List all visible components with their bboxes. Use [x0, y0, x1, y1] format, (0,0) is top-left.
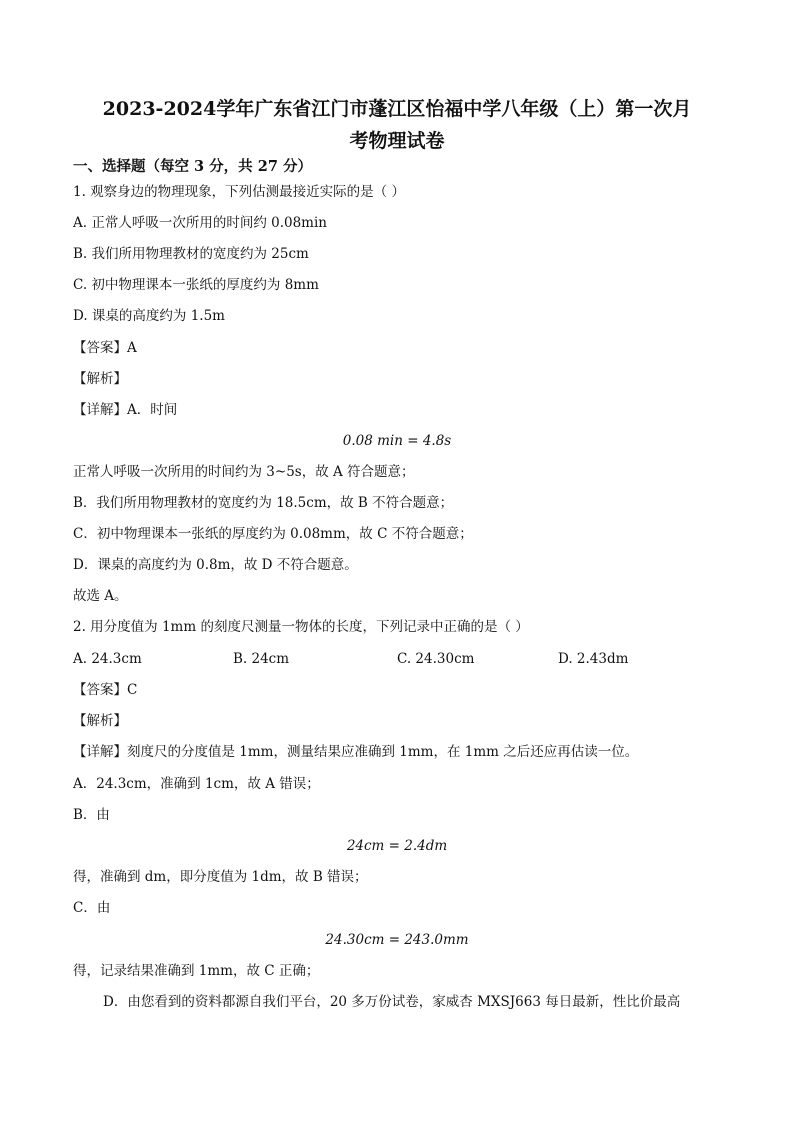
q1-explain-line1: 正常人呼吸一次所用的时间约为 3~5s，故 A 符合题意； [73, 464, 415, 480]
q2-explain-b-result: 得，准确到 dm，即分度值为 1dm，故 B 错误； [73, 869, 368, 885]
q2-option-d: D. 2.43dm [558, 651, 629, 667]
q1-conclusion: 故选 A。 [73, 588, 128, 604]
q1-option-a: A. 正常人呼吸一次所用的时间约 0.08min [73, 215, 327, 231]
q1-formula: 0.08 min = 4.8s [342, 433, 452, 449]
q1-answer: 【答案】A [73, 340, 137, 356]
q2-explain-d: D．由您看到的资料都源自我们平台，20 多万份试卷，家威杏 MXSJ663 每日最新，性比价最高 [103, 994, 681, 1010]
section-heading: 一、选择题（每空 3 分，共 27 分） [73, 158, 312, 175]
q2-option-a: A. 24.3cm [73, 651, 142, 667]
q2-explain-c: C．由 [73, 900, 111, 916]
q2-answer: 【答案】C [73, 682, 138, 698]
q1-option-b: B. 我们所用物理教材的宽度约为 25cm [73, 246, 309, 262]
document-title-line2: 考物理试卷 [349, 130, 445, 152]
q1-detail: 【详解】A．时间 [73, 402, 178, 418]
q2-explain-a: A．24.3cm，准确到 1cm，故 A 错误； [73, 776, 320, 792]
q1-option-c: C. 初中物理课本一张纸的厚度约为 8mm [73, 277, 319, 293]
q2-formula-1: 24cm = 2.4dm [346, 838, 448, 854]
q2-explain-b: B．由 [73, 807, 110, 823]
q2-formula-2: 24.30cm = 243.0mm [325, 932, 469, 948]
q2-detail: 【详解】刻度尺的分度值是 1mm，测量结果应准确到 1mm，在 1mm 之后还应再估读一位。 [73, 744, 639, 760]
document-title-line1: 2023-2024学年广东省江门市蓬江区怡福中学八年级（上）第一次月 [102, 98, 692, 120]
q2-option-c: C. 24.30cm [397, 651, 475, 667]
q2-analysis: 【解析】 [73, 713, 127, 729]
q1-stem: 1. 观察身边的物理现象，下列估测最接近实际的是（ ） [73, 184, 405, 200]
q1-explain-line4: D．课桌的高度约为 0.8m，故 D 不符合题意。 [73, 557, 358, 573]
q2-explain-c-result: 得，记录结果准确到 1mm，故 C 正确； [73, 963, 320, 979]
q1-analysis: 【解析】 [73, 371, 127, 387]
q1-option-d: D. 课桌的高度约为 1.5m [73, 308, 225, 324]
q2-stem: 2. 用分度值为 1mm 的刻度尺测量一物体的长度，下列记录中正确的是（ ） [73, 619, 529, 635]
q1-explain-line3: C．初中物理课本一张纸的厚度约为 0.08mm，故 C 不符合题意； [73, 526, 473, 542]
q2-option-b: B. 24cm [233, 651, 290, 667]
q1-explain-line2: B．我们所用物理教材的宽度约为 18.5cm，故 B 不符合题意； [73, 495, 454, 511]
